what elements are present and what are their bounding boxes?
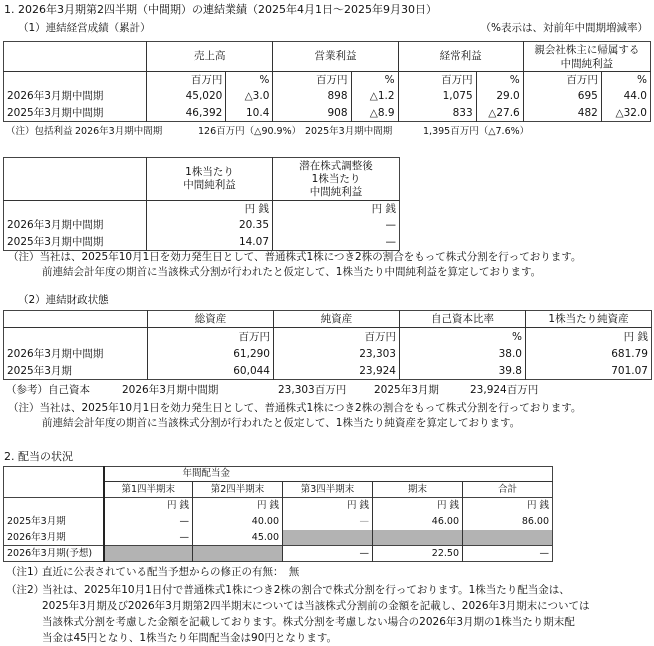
cell: △32.0 [601, 105, 650, 122]
cell: 20.35 [147, 217, 273, 234]
cell: — [283, 546, 373, 562]
header-eps [147, 158, 273, 201]
header-diluted-eps-line2: 1株当たり [311, 172, 361, 185]
table-row [4, 105, 651, 122]
eps-note-line1: （注）当社は、2025年10月1日を効力発生日として、普通株式1株につき2株の割合をもって株式分割を行っております。 [8, 251, 582, 263]
header-total-assets: 総資産 [148, 311, 274, 328]
comprehensive-income-period1: 2026年3月期中間期 [75, 126, 163, 137]
unit-empty [4, 328, 148, 346]
unit-cell: 円 銭 [104, 498, 193, 514]
unit-cell: % [351, 72, 398, 88]
row-label: 2025年3月期 [7, 515, 66, 527]
row-label: 2026年3月期中間期 [7, 89, 104, 102]
unit-cell: 百万円 [523, 72, 601, 88]
header-net-sales: 売上高 [147, 42, 273, 72]
cell: — [104, 530, 193, 546]
header-net-income-line2: 中間純利益 [560, 57, 614, 70]
cell-shaded [193, 546, 283, 562]
header-empty [4, 467, 104, 498]
header-diluted-eps [273, 158, 400, 201]
unit-cell: 円 銭 [373, 498, 463, 514]
cell: 681.79 [526, 346, 652, 363]
cell: △27.6 [476, 105, 523, 122]
header-annual-dividend: 年間配当金 [104, 467, 553, 482]
cell: 14.07 [147, 234, 273, 251]
cell: 38.0 [400, 346, 526, 363]
table-row [4, 88, 651, 105]
row-label: 2025年3月期中間期 [7, 106, 104, 119]
unit-cell: 円 銭 [283, 498, 373, 514]
unit-cell: 百万円 [274, 328, 400, 346]
cell: — [273, 217, 400, 234]
cell-shaded [104, 546, 193, 562]
table-row [4, 530, 553, 546]
cell: 45,020 [147, 88, 226, 105]
cell: 23,303 [274, 346, 400, 363]
header-bps: 1株当たり純資産 [526, 311, 652, 328]
header-empty [4, 158, 147, 201]
cell: 833 [398, 105, 476, 122]
unit-cell: % [601, 72, 650, 88]
cell: 22.50 [373, 546, 463, 562]
cell: 44.0 [601, 88, 650, 105]
comprehensive-income-value2: 1,395百万円（△7.6%） [423, 126, 530, 137]
cell: 29.0 [476, 88, 523, 105]
cell-shaded [463, 530, 553, 546]
dividend-table [3, 466, 553, 562]
cell: — [104, 514, 193, 530]
section-title-dividends: 2. 配当の状況 [4, 450, 73, 463]
equity-ref-period2: 2025年3月期 [374, 384, 439, 396]
header-ordinary-income: 経常利益 [398, 42, 523, 72]
header-q2-end: 第2四半期末 [193, 482, 283, 498]
header-q3-end: 第3四半期末 [283, 482, 373, 498]
header-operating-income: 営業利益 [273, 42, 398, 72]
equity-ref-label: （参考）自己資本 [6, 384, 90, 396]
table-row [4, 546, 553, 562]
cell: 701.07 [526, 363, 652, 380]
header-equity-ratio: 自己資本比率 [400, 311, 526, 328]
cell: 1,075 [398, 88, 476, 105]
cell: 695 [523, 88, 601, 105]
header-diluted-eps-line3: 中間純利益 [309, 185, 363, 198]
cell: 10.4 [226, 105, 273, 122]
unit-cell: 円 銭 [273, 201, 400, 217]
cell: — [463, 546, 553, 562]
dividend-note1-label: （注1） [6, 566, 45, 578]
header-eps-line1: 1株当たり [185, 166, 234, 178]
row-label: 2026年3月期(予想) [7, 547, 93, 559]
header-empty [4, 311, 148, 328]
cell: 482 [523, 105, 601, 122]
row-label: 2026年3月期中間期 [7, 218, 104, 231]
equity-ref-period1: 2026年3月期中間期 [122, 384, 219, 396]
equity-ref-value1: 23,303百万円 [278, 384, 347, 396]
financial-position-table [3, 310, 652, 380]
row-label: 2025年3月期 [7, 364, 72, 377]
dividend-note2-line4: 当金は45円となり、1株当たり年間配当金は90円となります。 [42, 632, 338, 644]
cell: 61,290 [148, 346, 274, 363]
comprehensive-income-value1: 126百万円（△90.9%） [198, 126, 302, 137]
cell: △8.9 [351, 105, 398, 122]
header-year-end: 期末 [373, 482, 463, 498]
unit-cell: 円 銭 [463, 498, 553, 514]
dividend-note2-label: （注2） [6, 584, 45, 596]
header-q1-end: 第1四半期末 [104, 482, 193, 498]
percent-display-note: （%表示は、対前年中間期増減率） [480, 22, 648, 34]
unit-empty [4, 498, 104, 514]
header-net-income-parent [523, 42, 650, 72]
unit-cell: % [226, 72, 273, 88]
cell: 46,392 [147, 105, 226, 122]
dividend-note2-line3: 当該株式分割を考慮した金額を記載しております。株式分割を考慮しない場合の2026年3月期の1株当たり期末配 [42, 616, 575, 628]
table-row [4, 514, 553, 530]
cell: 45.00 [193, 530, 283, 546]
table-row [4, 217, 400, 234]
row-label: 2026年3月期 [7, 531, 66, 543]
header-empty [4, 42, 147, 72]
subsection-title-financial-position: （2）連結財政状態 [18, 294, 109, 306]
unit-cell: 百万円 [398, 72, 476, 88]
cell: 908 [273, 105, 351, 122]
cell: 898 [273, 88, 351, 105]
equity-ref-value2: 23,924百万円 [470, 384, 539, 396]
unit-cell: 円 銭 [193, 498, 283, 514]
cell: △3.0 [226, 88, 273, 105]
table-row [4, 346, 652, 363]
row-label: 2026年3月期中間期 [7, 347, 104, 360]
cell: — [283, 514, 373, 530]
header-net-income-line1: 親会社株主に帰属する [534, 43, 640, 56]
table-row [4, 234, 400, 251]
dividend-note2-line1: 当社は、2025年10月1日付で普通株式1株につき2株の割合で株式分割を行っております。1株当たり配当金は、 [42, 584, 570, 596]
unit-cell: % [400, 328, 526, 346]
cell: 23,924 [274, 363, 400, 380]
cell: 46.00 [373, 514, 463, 530]
cell: — [273, 234, 400, 251]
unit-empty [4, 201, 147, 217]
bps-note-line2: 前連結会計年度の期首に当該株式分割が行われたと仮定して、1株当たり純資産を算定しております。 [42, 417, 521, 429]
header-net-assets: 純資産 [274, 311, 400, 328]
cell: 40.00 [193, 514, 283, 530]
cell-shaded [283, 530, 373, 546]
table-row [4, 363, 652, 380]
unit-cell: 百万円 [148, 328, 274, 346]
cell-shaded [373, 530, 463, 546]
comprehensive-income-period2: 2025年3月期中間期 [305, 126, 393, 137]
header-total: 合計 [463, 482, 553, 498]
unit-cell: 円 銭 [147, 201, 273, 217]
unit-cell: 百万円 [273, 72, 351, 88]
cell: 39.8 [400, 363, 526, 380]
dividend-note2-line2: 2025年3月期及び2026年3月期第2四半期末については当該株式分割前の金額を記載し、2026年3月期末については [42, 600, 590, 612]
eps-note-line2: 前連結会計年度の期首に当該株式分割が行われたと仮定して、1株当たり中間純利益を算定しております。 [42, 266, 542, 278]
row-label: 2025年3月期中間期 [7, 235, 104, 248]
bps-note-line1: （注）当社は、2025年10月1日を効力発生日として、普通株式1株につき2株の割合をもって株式分割を行っております。 [8, 402, 582, 414]
unit-cell: 百万円 [147, 72, 226, 88]
header-eps-line2: 中間純利益 [183, 179, 236, 191]
subsection-title-operating-results: （1）連結経営成績（累計） [18, 22, 151, 34]
dividend-note1-text: 直近に公表されている配当予想からの修正の有無： 無 [42, 566, 300, 578]
cell: △1.2 [351, 88, 398, 105]
unit-empty [4, 72, 147, 88]
comprehensive-income-label: （注）包括利益 [6, 126, 73, 137]
header-diluted-eps-line1: 潜在株式調整後 [299, 159, 373, 172]
cell: 60,044 [148, 363, 274, 380]
operating-results-table [3, 41, 651, 122]
section-title-results: 1. 2026年3月期第2四半期（中間期）の連結業績（2025年4月1日～2025年9月30日） [4, 3, 437, 16]
eps-table [3, 157, 400, 251]
unit-cell: % [476, 72, 523, 88]
unit-cell: 円 銭 [526, 328, 652, 346]
cell: 86.00 [463, 514, 553, 530]
